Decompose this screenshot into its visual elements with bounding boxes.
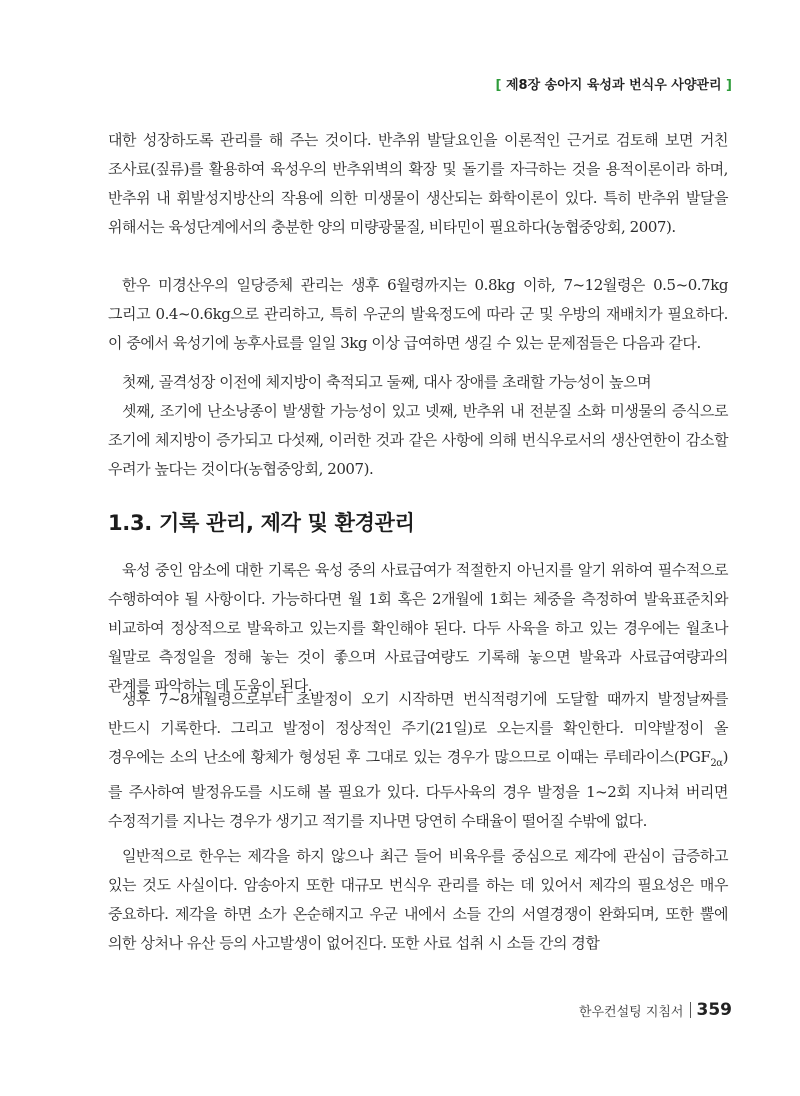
page-footer xyxy=(579,1000,732,1020)
running-header xyxy=(496,74,733,93)
header-bracket-open: [ xyxy=(495,78,502,93)
body-paragraph-1: 대한 성장하도록 관리를 해 주는 것이다. 반추위 발달요인을 이론적인 근거로 검토해 보면 거친 조사료(짚류)를 활용하여 육성우의 반추위벽의 확장 및 돌기를 자극하는 것을 용적이론이라 하며, 반추위 내 휘발성지방산의 작용에 의한 미생물이 생산되는 화학이론이 있다. 특히 반추위 발달을 위해서는 육성단계에서의 충분한 양의 미량광물질, 비타민이 필요하다(농협중앙회, 2007). xyxy=(108,131,728,236)
body-paragraph-6 xyxy=(108,685,728,836)
page-number: 359 xyxy=(696,1000,732,1020)
body-paragraph-2: 한우 미경산우의 일당증체 관리는 생후 6월령까지는 0.8kg 이하, 7~12월령은 0.5~0.7kg 그리고 0.4~0.6kg으로 관리하고, 특히 우군의 발육정도에 따라 군 및 우방의 재배치가 필요하다. 이 중에서 육성기에 농후사료를 일일 3kg 이상 급여하면 생길 수 있는 문제점들은 다음과 같다. xyxy=(108,276,728,352)
section-heading: 1.3. 기록 관리, 제각 및 환경관리 xyxy=(108,511,415,535)
header-bracket-close: ] xyxy=(726,78,732,93)
chapter-title: 제8장 송아지 육성과 번식우 사양관리 xyxy=(505,78,722,93)
body-paragraph-4: 셋째, 조기에 난소낭종이 발생할 가능성이 있고 넷째, 반추위 내 전분질 소화 미생물의 증식으로 조기에 체지방이 증가되고 다섯째, 이러한 것과 같은 사항에 의해 번식우로서의 생산연한이 감소할 우려가 높다는 것이다(농협중앙회, 2007). xyxy=(108,402,728,478)
body-paragraph-7: 일반적으로 한우는 제각을 하지 않으나 최근 들어 비육우를 중심으로 제각에 관심이 급증하고 있는 것도 사실이다. 암송아지 또한 대규모 번식우 관리를 하는 데 있어서 제각의 필요성은 매우 중요하다. 제각을 하면 소가 온순해지고 우군 내에서 소들 간의 서열경쟁이 완화되며, 또한 뿔에 의한 상처나 유산 등의 사고발생이 없어진다. 또한 사료 섭취 시 소들 간의 경합 xyxy=(108,847,728,952)
paragraph-6-text-b: )를 주사하여 발정유도를 시도해 볼 필요가 있다. 다두사육의 경우 발정을 1~2회 지나쳐 버리면 수정적기를 지나는 경우가 생기고 적기를 지나면 당연히 수태율이 떨어질 수밖에 없다. xyxy=(108,748,728,830)
book-title: 한우컨설팅 지침서 xyxy=(578,1004,684,1020)
pgf-subscript: 2α xyxy=(710,758,723,769)
body-paragraph-3: 첫째, 골격성장 이전에 체지방이 축적되고 둘째, 대사 장애를 초래할 가능성이 높으며 xyxy=(122,373,652,391)
body-paragraph-5: 육성 중인 암소에 대한 기록은 육성 중의 사료급여가 적절한지 아닌지를 알기 위하여 필수적으로 수행하여야 될 사항이다. 가능하다면 월 1회 혹은 2개월에 1회는 체중을 측정하여 발육표준치와 비교하여 정상적으로 발육하고 있는지를 확인해야 된다. 다두 사육을 하고 있는 경우에는 월초나 월말로 측정일을 정해 놓는 것이 좋으며 사료급여량도 기록해 놓으면 발육과 사료급여량과의 관계를 파악하는 데 도움이 된다. xyxy=(108,561,728,695)
footer-divider xyxy=(690,1002,691,1018)
paragraph-6-text-a: 생후 7~8개월령으로부터 초발정이 오기 시작하면 번식적령기에 도달할 때까지 발정날짜를 반드시 기록한다. 그리고 발정이 정상적인 주기(21일)로 오는지를 확인한다. 미약발정이 올 경우에는 소의 난소에 황체가 형성된 후 그대로 있는 경우가 많으므로 이때는 루테라이스(PGF xyxy=(108,690,728,766)
